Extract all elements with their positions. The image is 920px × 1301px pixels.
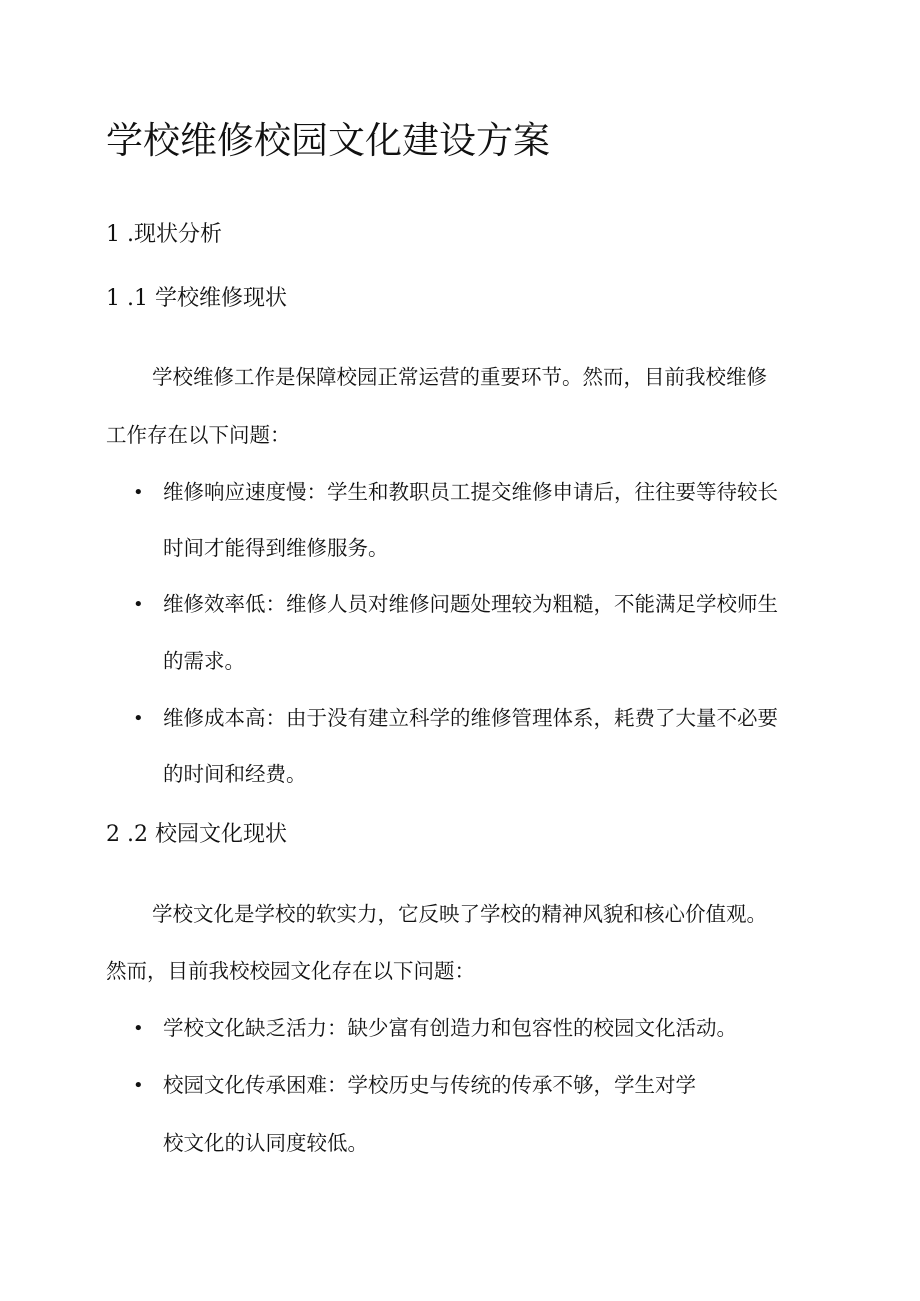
list-item-line: 校园文化传承困难：学校历史与传统的传承不够，学生对学 — [163, 1073, 696, 1097]
list-item-line: 的时间和经费。 — [163, 762, 307, 786]
section-heading-status-analysis: 1 .现状分析 — [106, 222, 222, 247]
bullet-marker: • — [133, 482, 144, 503]
paragraph-line: 学校文化是学校的软实力，它反映了学校的精神风貌和核心价值观。 — [152, 902, 767, 926]
bullet-marker: • — [133, 594, 144, 615]
list-item-line: 校文化的认同度较低。 — [163, 1131, 368, 1155]
document-title: 学校维修校园文化建设方案 — [106, 119, 550, 162]
paragraph-line: 工作存在以下问题： — [106, 423, 291, 447]
list-item-line: 学校文化缺乏活力：缺少富有创造力和包容性的校园文化活动。 — [163, 1016, 737, 1040]
list-item-line: 时间才能得到维修服务。 — [163, 536, 389, 560]
list-item-line: 维修效率低：维修人员对维修问题处理较为粗糙，不能满足学校师生 — [163, 592, 778, 616]
section-heading-maintenance-status: 1 .1 学校维修现状 — [106, 286, 287, 311]
bullet-marker: • — [133, 1075, 144, 1096]
bullet-marker: • — [133, 1018, 144, 1039]
paragraph-line: 然而，目前我校校园文化存在以下问题： — [106, 959, 475, 983]
list-item-line: 维修响应速度慢：学生和教职员工提交维修申请后，往往要等待较长 — [163, 480, 778, 504]
bullet-marker: • — [133, 708, 144, 729]
list-item-line: 维修成本高：由于没有建立科学的维修管理体系，耗费了大量不必要 — [163, 706, 778, 730]
section-heading-campus-culture-status: 2 .2 校园文化现状 — [106, 822, 287, 847]
list-item-line: 的需求。 — [163, 649, 245, 673]
paragraph-line: 学校维修工作是保障校园正常运营的重要环节。然而，目前我校维修 — [152, 365, 767, 389]
